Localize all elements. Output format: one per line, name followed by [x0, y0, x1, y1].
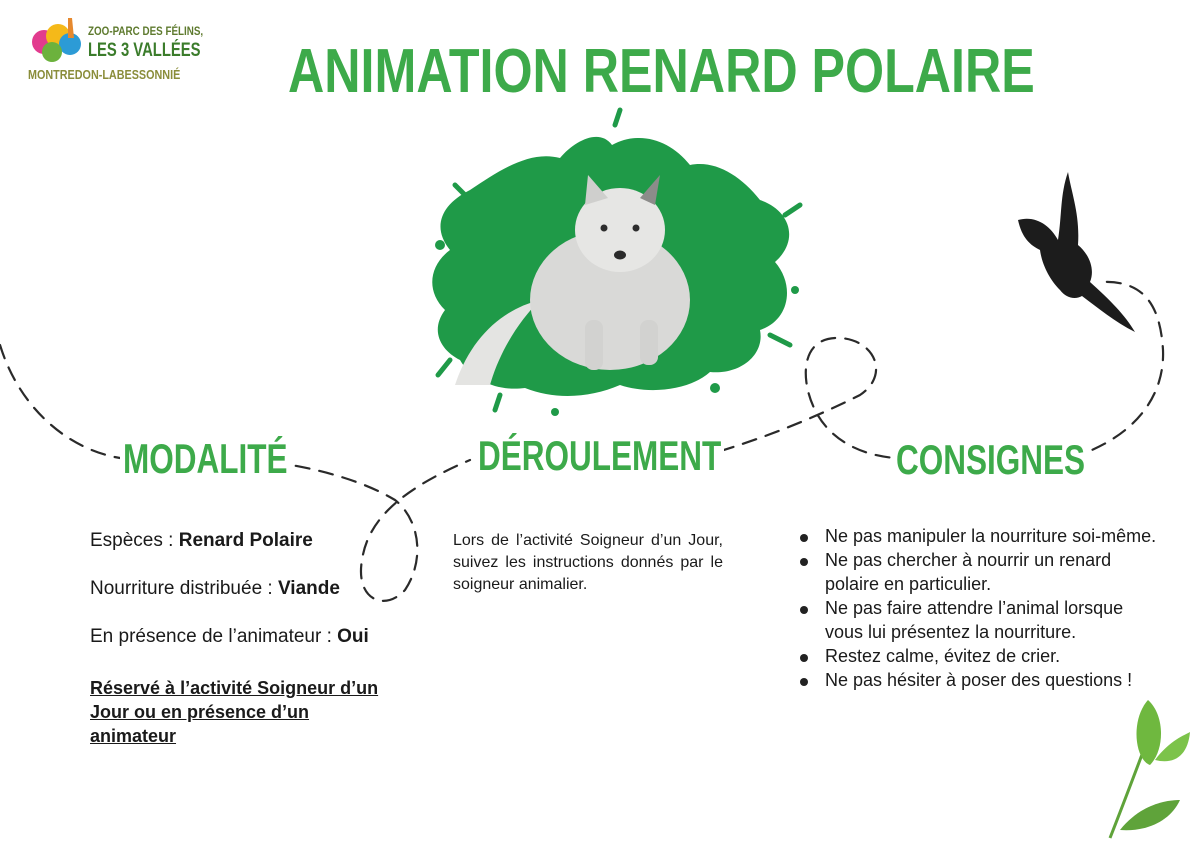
list-item: Ne pas faire attendre l’animal lorsque vous lui présentez la nourriture. — [800, 596, 1160, 644]
reserve-notice: Réservé à l’activité Soigneur d’un Jour ou en présence d’un animateur — [90, 678, 379, 746]
bullet-icon — [800, 654, 808, 662]
bullet-icon — [800, 558, 808, 566]
list-item: Ne pas manipuler la nourriture soi-même. — [800, 524, 1160, 548]
especes-label: Espèces : — [90, 530, 179, 551]
nourriture-value: Viande — [277, 578, 340, 599]
nourriture-label: Nourriture distribuée : — [90, 578, 278, 599]
bird-silhouette — [1018, 172, 1135, 332]
presence-label: En présence de l’animateur : — [90, 626, 338, 647]
list-item: Ne pas hésiter à poser des questions ! — [800, 668, 1160, 692]
consignes-list — [800, 524, 1160, 692]
presence-value: Oui — [337, 626, 369, 647]
bullet-icon — [800, 534, 808, 542]
list-item: Ne pas chercher à nourrir un renard polaire en particulier. — [800, 548, 1160, 596]
heading-deroulement: DÉROULEMENT — [475, 432, 724, 480]
heading-consignes: CONSIGNES — [893, 436, 1088, 484]
animals-logo-icon — [28, 12, 86, 70]
zoo-logo — [28, 12, 208, 84]
bullet-icon — [800, 678, 808, 686]
especes-line — [90, 530, 313, 552]
heading-modalite: MODALITÉ — [120, 435, 290, 483]
bullet-icon — [800, 606, 808, 614]
page-title: ANIMATION RENARD POLAIRE — [288, 37, 1035, 106]
presence-line — [90, 626, 369, 648]
logo-line-2: LES 3 VALLÉES — [88, 40, 201, 61]
deroulement-text: Lors de l’activité Soigneur d’un Jour, suivez les instructions donnés par le soigneur animalier. — [453, 532, 723, 593]
list-item: Restez calme, évitez de crier. — [800, 644, 1160, 668]
logo-line-3: MONTREDON-LABESSONNIÉ — [28, 67, 181, 82]
logo-line-1: ZOO-PARC DES FÉLINS, — [88, 24, 204, 38]
nourriture-line — [90, 578, 340, 600]
leaves-decoration — [1110, 700, 1190, 838]
especes-value: Renard Polaire — [178, 530, 313, 551]
